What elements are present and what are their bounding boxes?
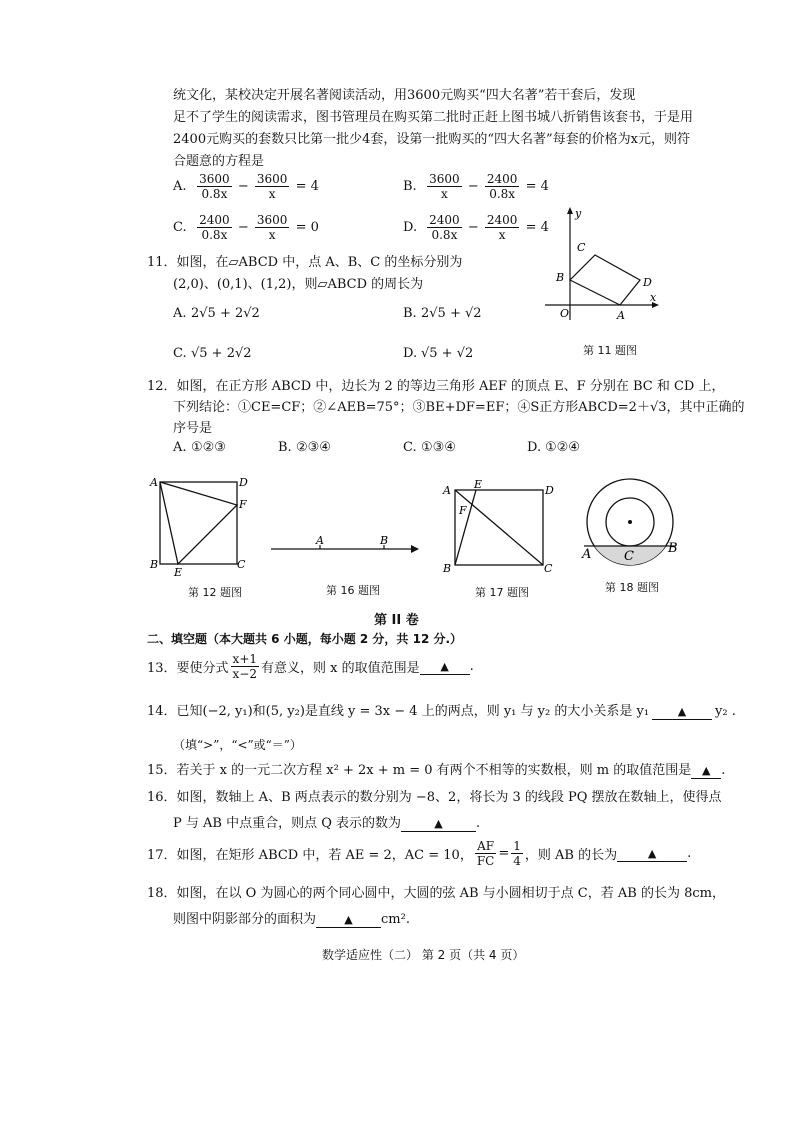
- caption-q17: 第 17 题图: [475, 586, 529, 599]
- label-c: C: [624, 549, 634, 564]
- q14-text: 14．已知(−2, y₁)和(5, y₂)是直线 y = 3x − 4 上的两点，则 y₁ 与 y₂ 的大小关系是 y₁: [147, 704, 650, 719]
- q12-option-c: [403, 440, 456, 455]
- numerator: 2400: [429, 213, 460, 227]
- figure-q17: [438, 478, 560, 578]
- label-e: E: [174, 566, 183, 579]
- q10-line1: 统文化，某校决定开展名著阅读活动，用3600元购买“四大名著”若干套后，发现: [173, 88, 636, 103]
- denominator: 4: [513, 854, 521, 868]
- section-heading: 二、填空题（本大题共 6 小题，每小题 2 分，共 12 分.）: [147, 632, 463, 646]
- q18-line2: [173, 910, 410, 930]
- option-label: A.: [173, 179, 187, 194]
- q17-post: ，则 AB 的长为: [524, 848, 618, 863]
- q16-line2: [173, 814, 480, 834]
- numerator: 2400: [199, 213, 230, 227]
- answer-blank: ▲: [401, 817, 476, 832]
- label-b: B: [443, 562, 452, 575]
- q16-text: P 与 AB 中点重合，则点 Q 表示的数为: [173, 816, 402, 831]
- q11-option-b: [403, 306, 482, 321]
- q15-end: .: [721, 763, 726, 778]
- origin-label: O: [560, 307, 570, 320]
- option-label: B.: [278, 440, 292, 455]
- denominator: x: [441, 187, 448, 201]
- q15-text: 15．若关于 x 的一元二次方程 x² + 2x + m = 0 有两个不相等的实数根，则 m 的取值范围是: [147, 763, 692, 778]
- option-label: C.: [403, 440, 417, 455]
- denominator: 0.8x: [431, 228, 458, 242]
- q17-pre: 17．如图，在矩形 ABCD 中，若 AE = 2，AC = 10，: [147, 848, 473, 863]
- denominator: 0.8x: [201, 187, 228, 201]
- denominator: x: [268, 228, 276, 242]
- caption-q12: 第 12 题图: [188, 586, 242, 599]
- q11-line2: (2,0)、(0,1)、(1,2)，则▱ABCD 的周长为: [173, 277, 424, 292]
- option-text: 2√5 + 2√2: [191, 306, 260, 321]
- denominator: x−2: [232, 667, 258, 681]
- option-text: ①③④: [421, 440, 456, 455]
- q12-option-b: [278, 440, 331, 455]
- label-b: B: [150, 558, 159, 571]
- axis-y-label: y: [575, 207, 582, 220]
- answer-blank: ▲: [316, 913, 381, 928]
- numerator: x+1: [232, 652, 258, 666]
- option-text: 2√5 + √2: [421, 306, 482, 321]
- point-d-label: D: [643, 276, 652, 289]
- q11-option-c: [173, 346, 252, 361]
- operator: −: [237, 220, 249, 235]
- q14-note: （填“>”，“<”或“＝”）: [173, 738, 302, 752]
- q17: [147, 839, 691, 868]
- option-label: C.: [173, 346, 187, 361]
- q18-line1: 18．如图，在以 O 为圆心的两个同心圆中，大圆的弦 AB 与小圆相切于点 C，若 AB 的长为 8cm，: [147, 886, 725, 901]
- denominator: x: [498, 228, 506, 242]
- q13-end: .: [469, 659, 474, 674]
- denominator: 0.8x: [201, 228, 228, 242]
- caption-q18: 第 18 题图: [605, 581, 659, 594]
- numerator: 1: [513, 839, 521, 853]
- q12-line1: 12．如图，在正方形 ABCD 中，边长为 2 的等边三角形 AEF 的顶点 E、F 分别在 BC 和 CD 上，: [147, 379, 725, 394]
- label-a: A: [582, 547, 592, 562]
- figure-q12: [148, 472, 253, 580]
- q11-option-d: [403, 346, 473, 361]
- figure-q16: [268, 535, 423, 565]
- numerator: 2400: [486, 213, 518, 227]
- answer-blank: ▲: [617, 847, 687, 862]
- q13: [147, 652, 474, 681]
- option-text: ①②④: [545, 440, 580, 455]
- figure-q18: [578, 476, 688, 581]
- q12-line2: 下列结论：①CE=CF；②∠AEB=75°；③BE+DF=EF；④S正方形ABCD=2＋√3，其中正确的: [173, 400, 745, 415]
- q10-line3: 2400元购买的套数只比第一批少4套，设第一批购买的“四大名著”每套的价格为x元，则符: [173, 132, 690, 147]
- operator: −: [467, 179, 479, 194]
- q11-option-a: [173, 306, 260, 321]
- rhs: = 4: [525, 179, 549, 194]
- numerator: 3600: [256, 172, 288, 186]
- numerator: 3600: [199, 172, 230, 186]
- q11-line1: 11．如图，在▱ABCD 中，点 A、B、C 的坐标分别为: [147, 255, 463, 270]
- page-footer: 数学适应性（二） 第 2 页（共 4 页）: [322, 948, 525, 962]
- q10-option-c: [173, 213, 319, 242]
- option-label: A.: [173, 440, 187, 455]
- q10-option-b: [403, 172, 549, 201]
- option-text: ②③④: [296, 440, 331, 455]
- point-b-label: B: [556, 271, 565, 284]
- numerator: 3600: [256, 213, 288, 227]
- answer-blank: ▲: [691, 764, 721, 779]
- option-label: B.: [403, 306, 417, 321]
- q15: [147, 761, 725, 781]
- volume-title: 第 II 卷: [374, 613, 419, 628]
- denominator: 0.8x: [489, 187, 516, 201]
- q16-end: .: [476, 816, 481, 831]
- q14-end: y₂ .: [715, 704, 736, 719]
- label-e: E: [474, 478, 483, 491]
- q10-line2: 足不了学生的阅读需求，图书管理员在购买第二批时正赶上图书城八折销售该套书，于是用: [173, 110, 694, 125]
- q18-text: 则图中阴影部分的面积为: [173, 912, 317, 927]
- option-label: B.: [403, 179, 417, 194]
- q10-option-d: [403, 213, 549, 242]
- rhs: = 0: [295, 220, 319, 235]
- numerator: 3600: [429, 172, 460, 186]
- option-text: √5 + √2: [421, 346, 474, 361]
- q14: [147, 702, 736, 722]
- q12-option-a: [173, 440, 226, 455]
- figure-q11: [540, 205, 660, 325]
- label-b: B: [380, 535, 389, 547]
- caption-q16: 第 16 题图: [326, 584, 380, 597]
- axis-x-label: x: [650, 291, 657, 304]
- numerator: AF: [475, 839, 497, 854]
- caption-q11: 第 11 题图: [583, 344, 637, 357]
- numerator: 2400: [486, 172, 518, 186]
- rhs: = 4: [525, 220, 549, 235]
- label-a: A: [316, 535, 324, 547]
- q10-option-a: [173, 172, 319, 201]
- option-label: C.: [173, 220, 187, 235]
- option-label: D.: [403, 346, 418, 361]
- option-text: √5 + 2√2: [191, 346, 252, 361]
- label-f: F: [239, 498, 247, 511]
- q16-line1: 16．如图，数轴上 A、B 两点表示的数分别为 −8、2，将长为 3 的线段 PQ 摆放在数轴上，使得点: [147, 790, 722, 805]
- option-label: A.: [173, 306, 187, 321]
- operator: −: [467, 220, 479, 235]
- option-text: ①②③: [191, 440, 226, 455]
- point-c-label: C: [577, 241, 586, 254]
- q18-end: cm².: [381, 912, 410, 927]
- label-b: B: [668, 541, 678, 556]
- label-c: C: [237, 558, 246, 571]
- denominator: FC: [476, 854, 495, 868]
- q13-pre: 13．要使分式: [147, 661, 229, 676]
- q17-end: .: [687, 846, 692, 861]
- label-d: D: [239, 476, 248, 489]
- q10-line4: 合题意的方程是: [173, 154, 265, 169]
- label-a: A: [443, 484, 451, 497]
- operator: −: [237, 179, 249, 194]
- label-d: D: [545, 484, 554, 497]
- denominator: x: [268, 187, 276, 201]
- q12-option-d: [527, 440, 580, 455]
- option-label: D.: [403, 220, 418, 235]
- rhs: = 4: [295, 179, 319, 194]
- equals: =: [498, 846, 510, 861]
- point-a-label: A: [617, 309, 625, 322]
- option-label: D.: [527, 440, 542, 455]
- label-a: A: [150, 476, 158, 489]
- q13-post: 有意义，则 x 的取值范围是: [261, 661, 420, 676]
- q12-line3: 序号是: [173, 421, 213, 436]
- label-f: F: [459, 504, 467, 517]
- answer-blank: ▲: [420, 660, 470, 675]
- answer-blank: ▲: [652, 705, 712, 720]
- label-c: C: [544, 562, 553, 575]
